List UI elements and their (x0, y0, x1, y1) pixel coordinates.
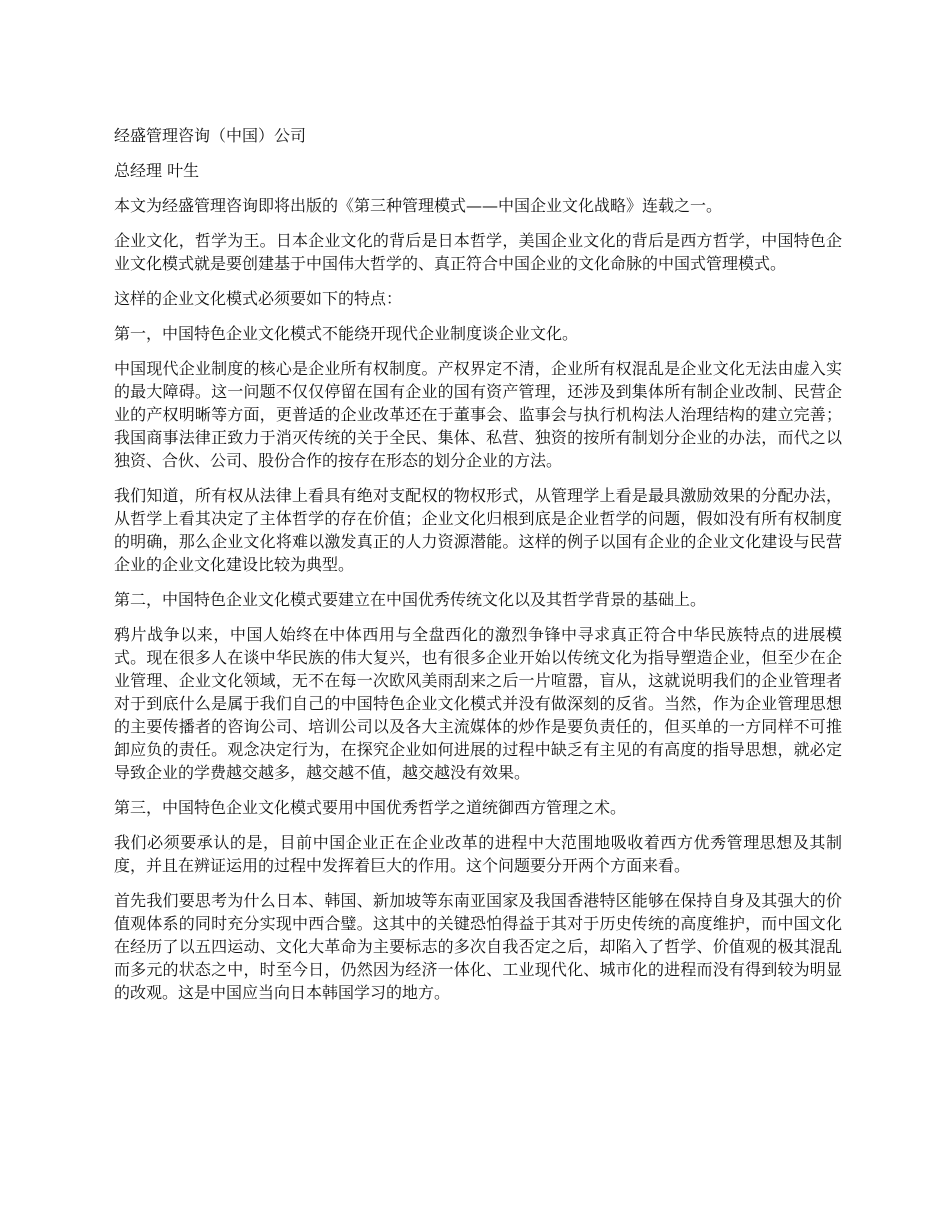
body-paragraph: 首先我们要思考为什么日本、韩国、新加坡等东南亚国家及我国香港特区能够在保持自身及其强大的价值观体系的同时充分实现中西合璧。这其中的关键恐怕得益于其对于历史传统的高度维护，而中国文化在经历了以五四运动、文化大革命为主要标志的多次自我否定之后，却陷入了哲学、价值观的极其混乱而多元的状态之中，时至今日，仍然因为经济一体化、工业现代化、城市化的进程而没有得到较为明显的改观。这是中国应当向日本韩国学习的地方。 (114, 891, 842, 1002)
body-paragraph: 中国现代企业制度的核心是企业所有权制度。产权界定不清，企业所有权混乱是企业文化无法由虚入实的最大障碍。这一问题不仅仅停留在国有企业的国有资产管理，还涉及到集体所有制企业改制、民营企业的产权明晰等方面，更普适的企业改革还在于董事会、监事会与执行机构法人治理结构的建立完善；我国商事法律正致力于消灭传统的关于全民、集体、私营、独资的按所有制划分企业的办法，而代之以独资、合伙、公司、股份合作的按存在形态的划分企业的方法。 (114, 359, 842, 470)
section-heading-3: 第三，中国特色企业文化模式要用中国优秀哲学之道统御西方管理之术。 (114, 798, 627, 817)
body-paragraph: 我们必须要承认的是，目前中国企业正在企业改革的进程中大范围地吸收着西方优秀管理思想及其制度，并且在辨证运用的过程中发挥着巨大的作用。这个问题要分开两个方面来看。 (114, 833, 842, 875)
company-name: 经盛管理咨询（中国）公司 (114, 126, 307, 145)
body-paragraph: 我们知道，所有权从法律上看具有绝对支配权的物权形式，从管理学上看是最具激励效果的分配办法，从哲学上看其决定了主体哲学的存在价值；企业文化归根到底是企业哲学的问题，假如没有所有权制度的明确，那么企业文化将难以激发真正的人力资源潜能。这样的例子以国有企业的企业文化建设与民营企业的企业文化建设比较为典型。 (114, 486, 842, 574)
intro-paragraph: 本文为经盛管理咨询即将出版的《第三种管理模式——中国企业文化战略》连载之一。 (114, 196, 723, 215)
document-body (114, 124, 842, 1016)
section-heading-2: 第二，中国特色企业文化模式要建立在中国优秀传统文化以及其哲学背景的基础上。 (114, 590, 707, 609)
body-paragraph: 这样的企业文化模式必须要如下的特点： (114, 289, 403, 308)
section-heading-1: 第一，中国特色企业文化模式不能绕开现代企业制度谈企业文化。 (114, 324, 579, 343)
body-paragraph: 企业文化，哲学为王。日本企业文化的背后是日本哲学，美国企业文化的背后是西方哲学，中国特色企业文化模式就是要创建基于中国伟大哲学的、真正符合中国企业的文化命脉的中国式管理模式。 (114, 231, 842, 273)
author-line: 总经理 叶生 (114, 161, 200, 180)
body-paragraph: 鸦片战争以来，中国人始终在中体西用与全盘西化的激烈争锋中寻求真正符合中华民族特点的进展模式。现在很多人在谈中华民族的伟大复兴，也有很多企业开始以传统文化为指导塑造企业，但至少在企业管理、企业文化领域，无不在每一次欧风美雨刮来之后一片喧嚣，盲从，这就说明我们的企业管理者对于到底什么是属于我们自己的中国特色企业文化模式并没有做深刻的反省。当然，作为企业管理思想的主要传播者的咨询公司、培训公司以及各大主流媒体的炒作是要负责任的，但买单的一方同样不可推卸应负的责任。观念决定行为，在探究企业如何进展的过程中缺乏有主见的有高度的指导思想，就必定导致企业的学费越交越多，越交越不值，越交越没有效果。 (114, 625, 842, 782)
